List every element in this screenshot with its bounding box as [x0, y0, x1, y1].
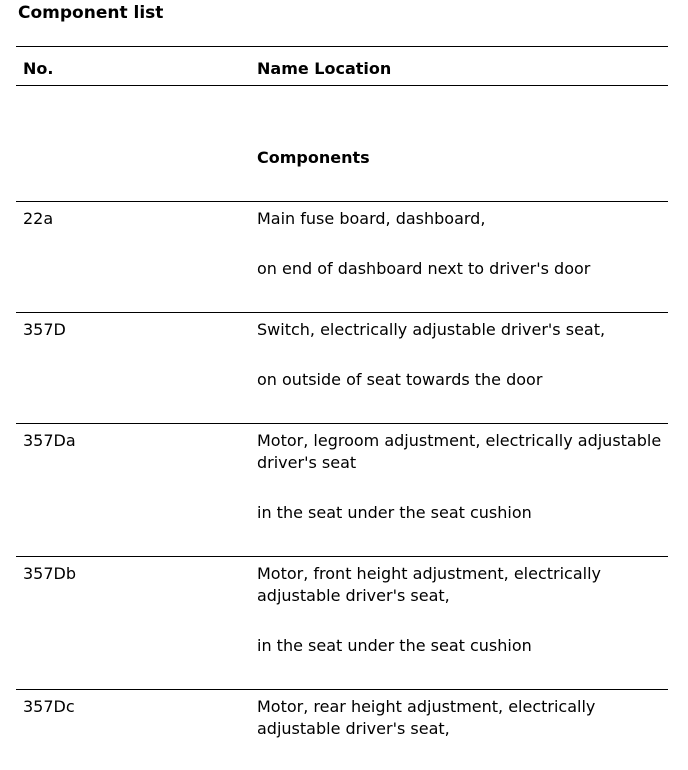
header-top-rule [16, 46, 668, 47]
component-number: 22a [23, 209, 54, 228]
component-name: Switch, electrically adjustable driver's seat, [257, 320, 606, 339]
table-row [16, 690, 668, 770]
component-name: Motor, rear height adjustment, electrically adjustable driver's seat, [257, 697, 596, 738]
table-row [16, 424, 668, 556]
table-row [16, 557, 668, 689]
column-header-no: No. [23, 59, 54, 78]
component-number: 357Db [23, 564, 77, 583]
table-row [16, 202, 668, 312]
component-location: in the seat under the seat cushion [257, 503, 532, 522]
component-name: Motor, legroom adjustment, electrically adjustable driver's seat [257, 431, 662, 472]
component-location: on end of dashboard next to driver's door [257, 259, 591, 278]
table-row [16, 313, 668, 423]
section-heading: Components [257, 148, 370, 167]
component-number: 357D [23, 320, 66, 339]
page-title: Component list [18, 3, 164, 23]
component-number: 357Da [23, 431, 76, 450]
component-location: in the seat under the seat cushion [257, 636, 532, 655]
header-bottom-rule [16, 85, 668, 86]
component-number: 357Dc [23, 697, 75, 716]
component-name: Motor, front height adjustment, electrically adjustable driver's seat, [257, 564, 601, 605]
component-name: Main fuse board, dashboard, [257, 209, 486, 228]
component-location: on outside of seat towards the door [257, 370, 543, 389]
column-header-name-location: Name Location [257, 59, 392, 78]
